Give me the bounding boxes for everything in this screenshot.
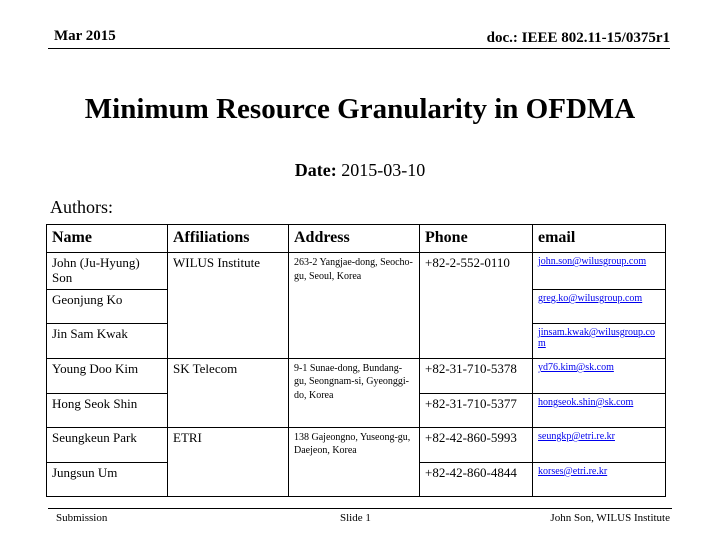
footer-submission: Submission <box>56 512 108 524</box>
table-header-row <box>47 225 666 253</box>
col-header-address: Address <box>289 225 420 253</box>
author-email-link[interactable]: greg.ko@wilusgroup.com <box>533 289 666 323</box>
col-header-affiliations: Affiliations <box>168 225 289 253</box>
author-name: Jungsun Um <box>47 462 168 496</box>
slide-title: Minimum Resource Granularity in OFDMA <box>84 93 636 125</box>
footer-author: John Son, WILUS Institute <box>550 512 670 524</box>
col-header-phone: Phone <box>420 225 533 253</box>
author-email-link[interactable]: hongseok.shin@sk.com <box>533 393 666 427</box>
author-name: Seungkeun Park <box>47 427 168 462</box>
footer-slide-number: Slide 1 <box>340 512 371 524</box>
table-row <box>47 358 666 393</box>
author-name: Geonjung Ko <box>47 289 168 323</box>
date-line <box>0 160 720 181</box>
author-affiliation: ETRI <box>168 427 289 496</box>
author-name: John (Ju-Hyung) Son <box>47 253 168 290</box>
header-rule <box>48 48 670 49</box>
author-email-link[interactable]: john.son@wilusgroup.com <box>533 253 666 290</box>
author-email-link[interactable]: yd76.kim@sk.com <box>533 358 666 393</box>
col-header-email: email <box>533 225 666 253</box>
date-value: 2015-03-10 <box>341 160 426 180</box>
author-phone: +82-42-860-4844 <box>420 462 533 496</box>
table-row <box>47 427 666 462</box>
author-affiliation: WILUS Institute <box>168 253 289 359</box>
date-label: Date: <box>294 160 337 180</box>
author-email-link[interactable]: korses@etri.re.kr <box>533 462 666 496</box>
authors-label: Authors: <box>50 197 113 217</box>
author-phone: +82-2-552-0110 <box>420 253 533 359</box>
author-phone: +82-42-860-5993 <box>420 427 533 462</box>
author-phone: +82-31-710-5377 <box>420 393 533 427</box>
table-row <box>47 253 666 290</box>
header-date: Mar 2015 <box>54 28 116 44</box>
author-email-link[interactable]: seungkp@etri.re.kr <box>533 427 666 462</box>
author-address: 263-2 Yangjae-dong, Seocho-gu, Seoul, Korea <box>289 253 420 359</box>
author-phone: +82-31-710-5378 <box>420 358 533 393</box>
author-address: 9-1 Sunae-dong, Bundang-gu, Seongnam-si, Gyeonggi-do, Korea <box>289 358 420 427</box>
author-name: Young Doo Kim <box>47 358 168 393</box>
author-address: 138 Gajeongno, Yuseong-gu, Daejeon, Korea <box>289 427 420 496</box>
author-name: Hong Seok Shin <box>47 393 168 427</box>
col-header-name: Name <box>47 225 168 253</box>
header-doc-id: doc.: IEEE 802.11-15/0375r1 <box>486 30 670 46</box>
footer-rule <box>48 508 672 509</box>
author-name: Jin Sam Kwak <box>47 323 168 358</box>
author-email-link[interactable]: jinsam.kwak@wilusgroup.com <box>533 323 666 358</box>
authors-table <box>46 224 666 497</box>
author-affiliation: SK Telecom <box>168 358 289 427</box>
